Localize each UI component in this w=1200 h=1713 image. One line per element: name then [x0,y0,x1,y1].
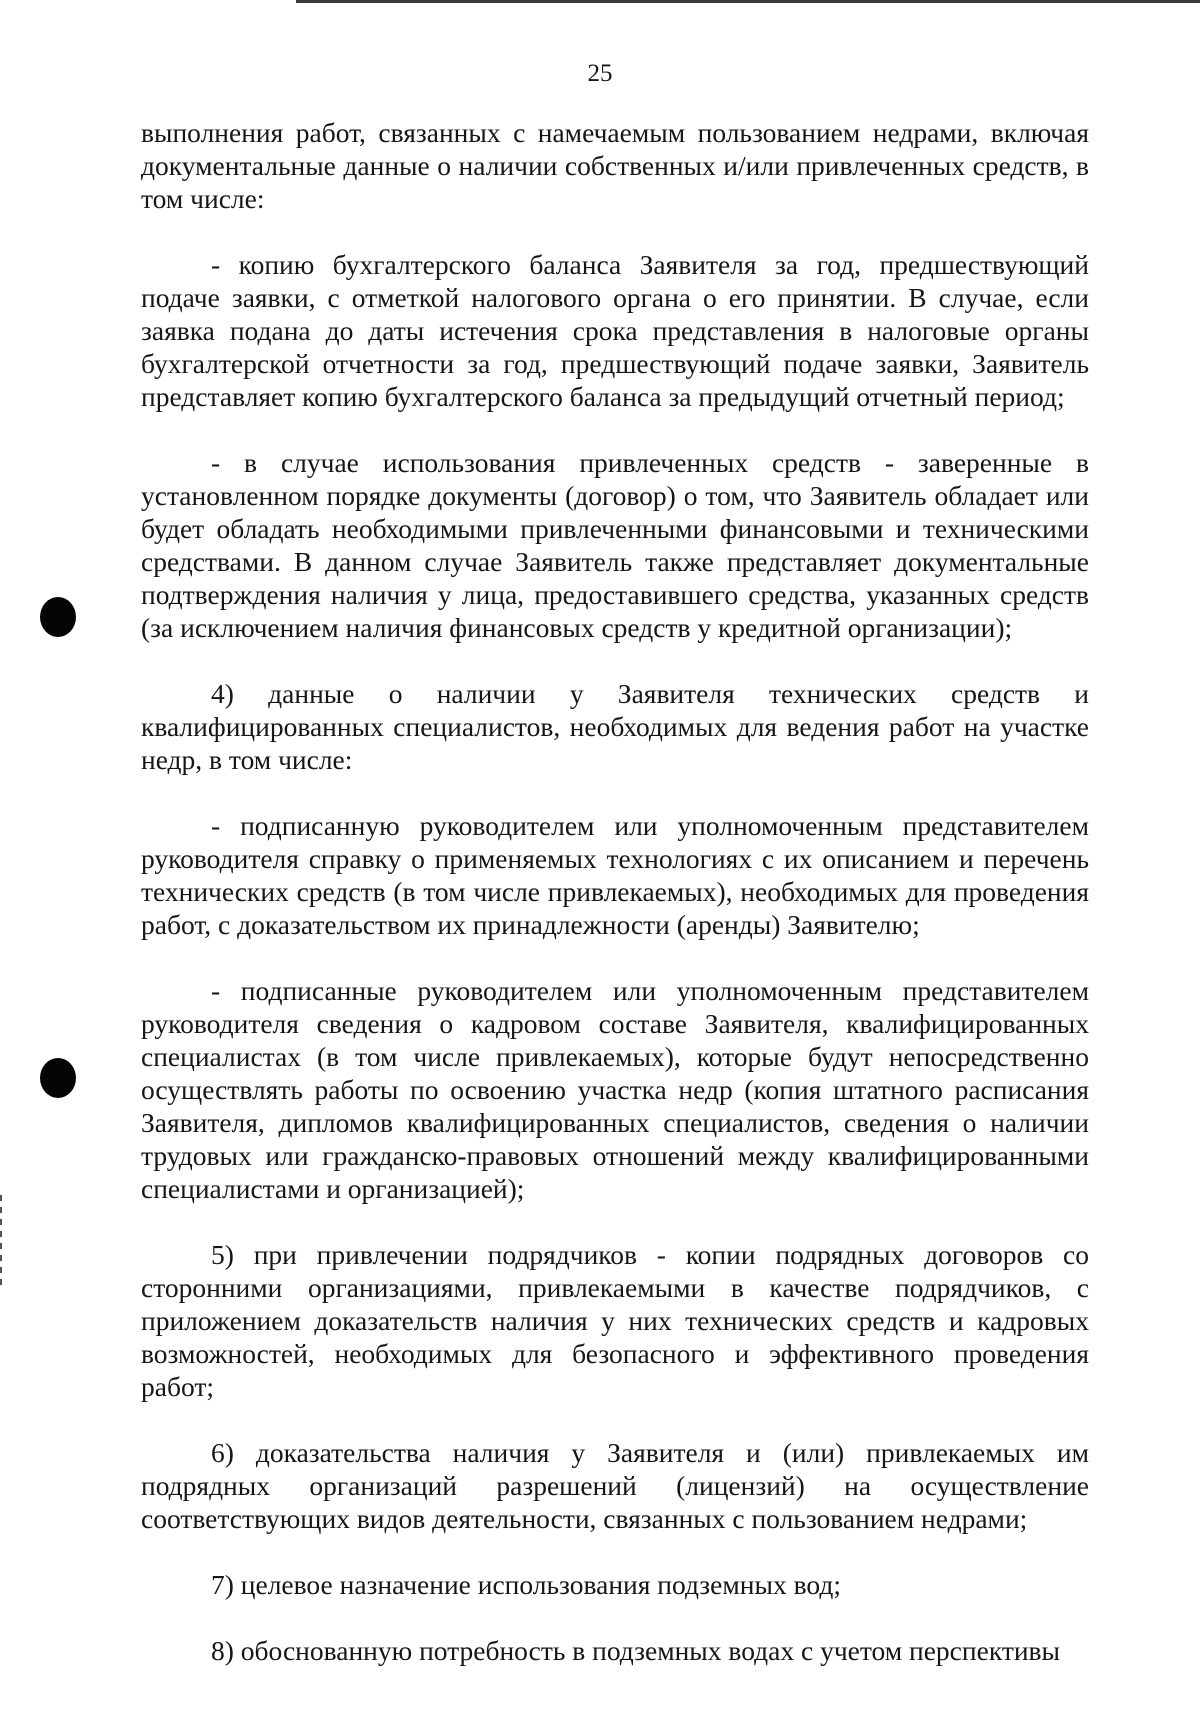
paragraph-item-5: 5) при привлечении подрядчиков - копии подрядных договоров со сторонними организациями, привлекаемыми в качестве подрядчиков, с приложением доказательств наличия у них технических средств и кадровых возможностей, необходимых для безопасного и эффективного проведения работ; [141,1239,1089,1402]
paragraph-borrowed-funds: - в случае использования привлеченных средств - заверенные в установленном порядке документы (договор) о том, что Заявитель обладает или будет обладать необходимыми привлеченными финансовыми и техническими средствами. В данном случае Заявитель также представляет документальные подтверждения наличия у лица, предоставившего средства, указанных средств (за исключением наличия финансовых средств у кредитной организации); [141,447,1089,643]
punch-hole-mark-lower [40,1058,76,1098]
page-number: 25 [587,60,613,87]
paragraph-item-4: 4) данные о наличии у Заявителя технических средств и квалифицированных специалистов, необходимых для ведения работ на участке недр, в том числе: [141,678,1089,775]
paragraph-staff-information: - подписанные руководителем или уполномоченным представителем руководителя сведения о кадровом составе Заявителя, квалифицированных специалистах (в том числе привлекаемых), которые будут непосредственно осуществлять работы по освоению участка недр (копия штатного расписания Заявителя, дипломов квалифицированных специалистов, сведения о наличии трудовых или гражданско-правовых отношений между квалифицированными специалистами и организацией); [141,975,1089,1204]
document-body [141,116,1089,1667]
paragraph-technologies-reference: - подписанную руководителем или уполномоченным представителем руководителя справку о применяемых технологиях с их описанием и перечень технических средств (в том числе привлекаемых), необходимых для проведения работ, с доказательством их принадлежности (аренды) Заявителю; [141,810,1089,940]
punch-hole-mark-upper [40,597,76,637]
paragraph-item-7: 7) целевое назначение использования подземных вод; [211,1569,841,1600]
scan-top-edge-line [296,0,1200,3]
paragraph-item-6: 6) доказательства наличия у Заявителя и (или) привлекаемых им подрядных организаций разрешений (лицензий) на осуществление соответствующих видов деятельности, связанных с пользованием недрами; [141,1437,1089,1534]
paragraph-continuation: выполнения работ, связанных с намечаемым пользованием недрами, включая документальные данные о наличии собственных и/или привлеченных средств, в том числе: [141,117,1089,214]
paragraph-item-8: 8) обоснованную потребность в подземных водах с учетом перспективы [211,1635,1061,1666]
paragraph-balance-sheet: - копию бухгалтерского баланса Заявителя за год, предшествующий подаче заявки, с отметкой налогового органа о его принятии. В случае, если заявка подана до даты истечения срока представления в налоговые органы бухгалтерской отчетности за год, предшествующий подаче заявки, Заявитель представляет копию бухгалтерского баланса за предыдущий отчетный период; [141,249,1089,412]
binding-margin-marks [0,1195,2,1290]
